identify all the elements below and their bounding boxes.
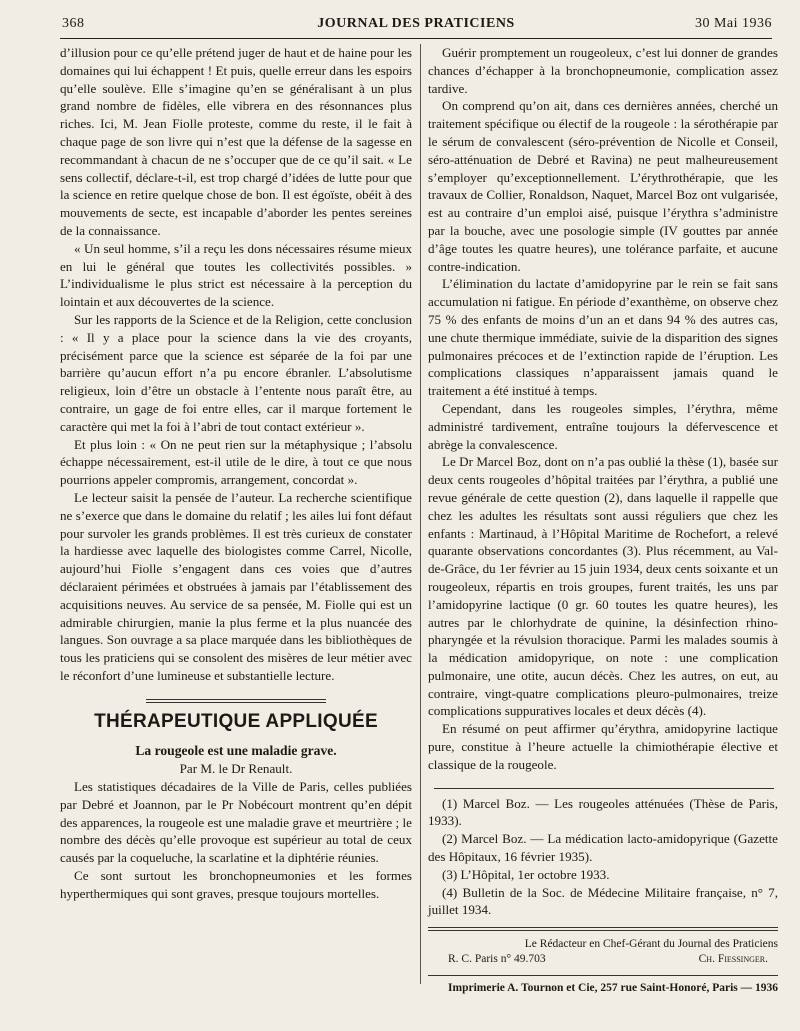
paragraph: Guérir promptement un rougeoleux, c’est lui donner de grandes chances d’échapper à la bronchopneumonie, complication assez tardive. bbox=[428, 45, 778, 96]
section-separator bbox=[146, 699, 326, 703]
footnote: (4) Bulletin de la Soc. de Médecine Militaire française, n° 7, juillet 1934. bbox=[428, 884, 778, 918]
column-divider bbox=[420, 44, 421, 984]
paragraph: Le lecteur saisit la pensée de l’auteur. La recherche scientifique ne s’exerce que dans le domaine du relatif ; les ailes lui font défaut pour survoler les grands problèmes. Il est très curieux de constater la hardiesse avec laquelle des biologistes comme Carrel, Nicolle, aujourd’hui Fiolle s’engagent dans ces voies que d’autres déclaraient périmées et obstruées à jamais par l’établissement des acquisitions neuves. Au service de sa pensée, M. Fiolle qui est un admirable chirurgien, manie la plus ferme et la plus nuancée des langues. Son ouvrage a sa place marquée dans les bibliothèques de tous les praticiens qui se consolent des misères de leur métier avec le réconfort d’une lumineuse et substantielle lecture. bbox=[60, 489, 412, 683]
rc-number: R. C. Paris n° 49.703 bbox=[448, 953, 546, 966]
footnote: (1) Marcel Boz. — Les rougeoles atténuées (Thèse de Paris, 1933). bbox=[428, 795, 778, 829]
paragraph: d’illusion pour ce qu’elle prétend juger de haut et de haine pour les domaines qui lui échappent ! Et puis, quelle erreur dans les espoirs qu’elle soulève. Elle s’imagine qu’en se généralisant à un plus grand nombre de fidèles, elle vibrera en des résonnances plus riches. Ici, M. Jean Fiolle proteste, comme du reste, il le fait à chaque page de son livre qui n’est que la défense de la sagesse en recommandant à chacun de ne s’occuper que de ce qu’il sait. « Le sens collectif, déclare-t-il, est trop chargé d’idées de lutte pour que la science en retire quelque chose de bon. Il est égoïste, obéit à des mouvements de secte, est incapable d’aborder les pentes sereines de la connaissance. bbox=[60, 45, 412, 238]
editor-name: Ch. Fiessinger. bbox=[698, 953, 768, 966]
page-header bbox=[60, 14, 772, 34]
page-number: 368 bbox=[62, 16, 85, 31]
right-column bbox=[428, 44, 778, 995]
paragraph: Sur les rapports de la Science et de la Religion, cette conclusion : « Il y a place pour la science dans la vie des croyants, précisément parce que la science est séparée de la foi par une barrière qu’aucun effort n’a pu encore ébranler. L’absolutisme religieux, loin d’être un obstacle à l’entente nous paraît être, au contraire, un gage de foi entre elles, car il marque fortement le caractère qui met la foi à l’abri de tout contact extérieur ». bbox=[60, 311, 412, 434]
left-column bbox=[60, 44, 412, 903]
article-title: La rougeole est une maladie grave. bbox=[135, 743, 337, 759]
paragraph: Ce sont surtout les bronchopneumonies et les formes hyperthermiques qui sont graves, presque toujours mortelles. bbox=[60, 868, 412, 901]
footnotes-rule bbox=[434, 788, 774, 789]
end-rule bbox=[428, 927, 778, 931]
article-author: Par M. le Dr Renault. bbox=[179, 761, 293, 777]
printer-rule bbox=[428, 975, 778, 976]
paragraph: En résumé on peut affirmer qu’érythra, amidopyrine lactique pure, constitue à l’heure actuelle la chimiothérapie élective et classique de la rougeole. bbox=[428, 721, 778, 772]
journal-title: JOURNAL DES PRATICIENS bbox=[317, 16, 515, 31]
editor-line: Le Rédacteur en Chef-Gérant du Journal des Praticiens bbox=[524, 938, 778, 951]
paragraph: L’élimination du lactate d’amidopyrine par le rein se fait sans accumulation ni fatigue. En période d’exanthème, on observe chez 75 % des enfants de moins d’un an et dans 94 % des autres cas, une chute thermique immédiate, suivie de la disparition des signes pulmonaires précoces et de l’extinction rapide de l’éruption. Les complications classiques n’apparaissent jamais quand le traitement a été institué à temps. bbox=[428, 276, 778, 399]
paragraph: On comprend qu’on ait, dans ces dernières années, cherché un traitement spécifique ou électif de la rougeole : la sérothérapie par le sérum de convalescent (séro-prévention de Nicolle et Conseil, séro-atténuation de Debré et Ravina) ne peut malheureusement s’employer qu’exceptionnellement. L’érythrothérapie, que les travaux de Collier, Ronaldson, Naquet, Marcel Boz ont vulgarisée, est au contraire d’un emploi aisé, puisque l’érythra s’administre par la bouche, avec une posologie simple (IV gouttes par année d’âge toutes les quatre heures), une tolérance parfaite, et aucune contre-indication. bbox=[428, 98, 778, 274]
section-title: THÉRAPEUTIQUE APPLIQUÉE bbox=[94, 710, 378, 732]
paragraph: Et plus loin : « On ne peut rien sur la métaphysique ; l’absolu échappe nécessairement, est-il utile de le dire, à tout ce que nous pourrions appeler compromis, arrangement, concordat ». bbox=[60, 436, 412, 488]
paragraph: Le Dr Marcel Boz, dont on n’a pas oublié la thèse (1), basée sur deux cents rougeoles d’hôpital traitées par l’érythra, a publié une revue générale de cette question (2), dans laquelle il rappelle que chez les adultes les résultats sont aussi réguliers que chez les enfants : Martinaud, à l’Hôpital Maritime de Rochefort, a relevé quarante observations concordantes (3). Plus récemment, au Val-de-Grâce, du 1er février au 15 juin 1934, deux cents soixante et un rougeoleux, répartis en trois groupes, furent traités, les uns par l’amidopyrine lactique (0 gr. 60 toutes les quatre heures), les autres par le chlorhydrate de quinine, la désinfection rhino-pharyngée et la révulsion thoracique. Parmi les malades soumis à la médication amidopyrique, on note : une complication pulmonaire, une otite, aucun décès. Chez les autres, on eut, au contraire, vingt-quatre complications pleuro-pulmonaires, treize complications suppuratives locales et deux décès (4). bbox=[428, 454, 778, 719]
footnote: (2) Marcel Boz. — La médication lacto-amidopyrique (Gazette des Hôpitaux, 16 février 1935). bbox=[428, 831, 778, 865]
printer-line: Imprimerie A. Tournon et Cie, 257 rue Saint-Honoré, Paris — 1936 bbox=[448, 982, 778, 995]
paragraph: Les statistiques décadaires de la Ville de Paris, celles publiées par Debré et Joannon, par le Pr Nobécourt montrent qu’en dépit des apparences, la rougeole est une maladie grave et meurtrière ; le nombre des décès qu’elle provoque est supérieur au total de ceux causés par la coqueluche, la scarlatine et la diphtérie réunies. bbox=[60, 779, 412, 866]
issue-date: 30 Mai 1936 bbox=[694, 16, 772, 31]
footnote: (3) L’Hôpital, 1er octobre 1933. bbox=[442, 866, 610, 882]
header-rule bbox=[60, 38, 772, 39]
editor-row bbox=[428, 952, 778, 967]
paragraph: Cependant, dans les rougeoles simples, l’érythra, même administré tardivement, entraîne toujours la défervescence et abrège la convalescence. bbox=[428, 400, 778, 452]
paragraph: « Un seul homme, s’il a reçu les dons nécessaires résume mieux en lui le général que toutes les collectivités possibles. » L’individualisme le plus strict est nécessaire à la perception du lointain et aux découvertes de la science. bbox=[60, 240, 412, 310]
